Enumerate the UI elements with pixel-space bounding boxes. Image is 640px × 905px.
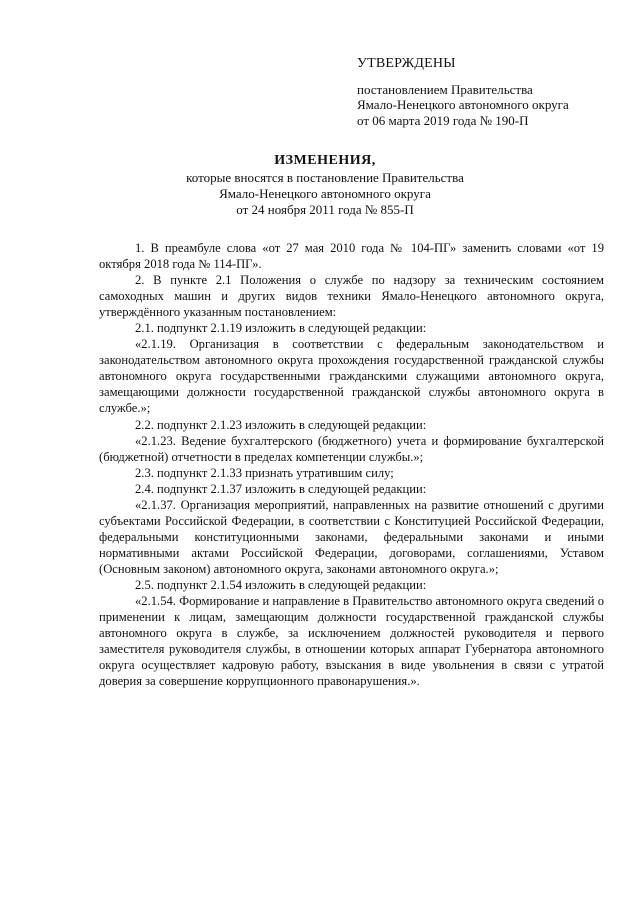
heading-title: ИЗМЕНЕНИЯ, [274,153,376,168]
heading-line: которые вносятся в постановление Правительства [186,170,464,185]
document-body [99,240,604,689]
paragraph: 2.4. подпункт 2.1.37 изложить в следующей редакции: [135,481,427,496]
paragraph: «2.1.54. Формирование и направление в Правительство автономного округа сведений о применении к лицам, замещающим должности государственной гражданской службы автономного округа в службе, за исключением должностей руководителя и первого заместителя руководителя службы, в отношении которых аппарат Губернатора автономного округа осуществляет кадровую работу, взыскания в виде увольнения в связи с утратой доверия за совершение коррупционного правонарушения.». [99,594,604,689]
document-heading [140,153,510,218]
approval-line: от 06 марта 2019 года № 190-П [357,112,529,128]
paragraph: 2.2. подпункт 2.1.23 изложить в следующей редакции: [135,417,427,432]
paragraph: «2.1.19. Организация в соответствии с федеральным законодательством и законодательством автономного округа прохождения государственной гражданской службы автономного округа государственными гражданскими служащими автономного округа, замещающими должности государственной гражданской службы автономного округа в службе.»; [99,337,604,416]
paragraph: 1. В преамбуле слова «от 27 мая 2010 года № 104-ПГ» заменить словами «от 19 октября 2018 года № 114-ПГ». [99,241,604,272]
approval-title: УТВЕРЖДЕНЫ [357,56,456,71]
paragraph: «2.1.37. Организация мероприятий, направленных на развитие отношений с другими субъектами Российской Федерации, в соответствии с Конституцией Российской Федерации, федеральными конституционными законами, федеральными законами и иными нормативными актами Российской Федерации, договорами, соглашениями, Уставом (Основным законом) автономного округа, законами автономного округа.»; [99,497,604,576]
heading-line: от 24 ноября 2011 года № 855-П [236,202,414,217]
paragraph: 2.1. подпункт 2.1.19 изложить в следующей редакции: [135,321,427,336]
heading-line: Ямало-Ненецкого автономного округа [219,186,431,201]
paragraph: 2.5. подпункт 2.1.54 изложить в следующей редакции: [135,577,427,592]
approval-line: постановлением Правительства [357,81,533,97]
approval-block [357,56,617,128]
paragraph: 2.3. подпункт 2.1.33 признать утратившим силу; [135,465,394,480]
approval-line: Ямало-Ненецкого автономного округа [357,97,569,112]
paragraph: «2.1.23. Ведение бухгалтерского (бюджетного) учета и формирование бухгалтерской (бюджетной) отчетности в пределах компетенции службы.»; [99,433,604,464]
paragraph: 2. В пункте 2.1 Положения о службе по надзору за техническим состоянием самоходных машин и других видов техники Ямало-Ненецкого автономного округа, утверждённого указанным постановлением: [99,273,604,320]
